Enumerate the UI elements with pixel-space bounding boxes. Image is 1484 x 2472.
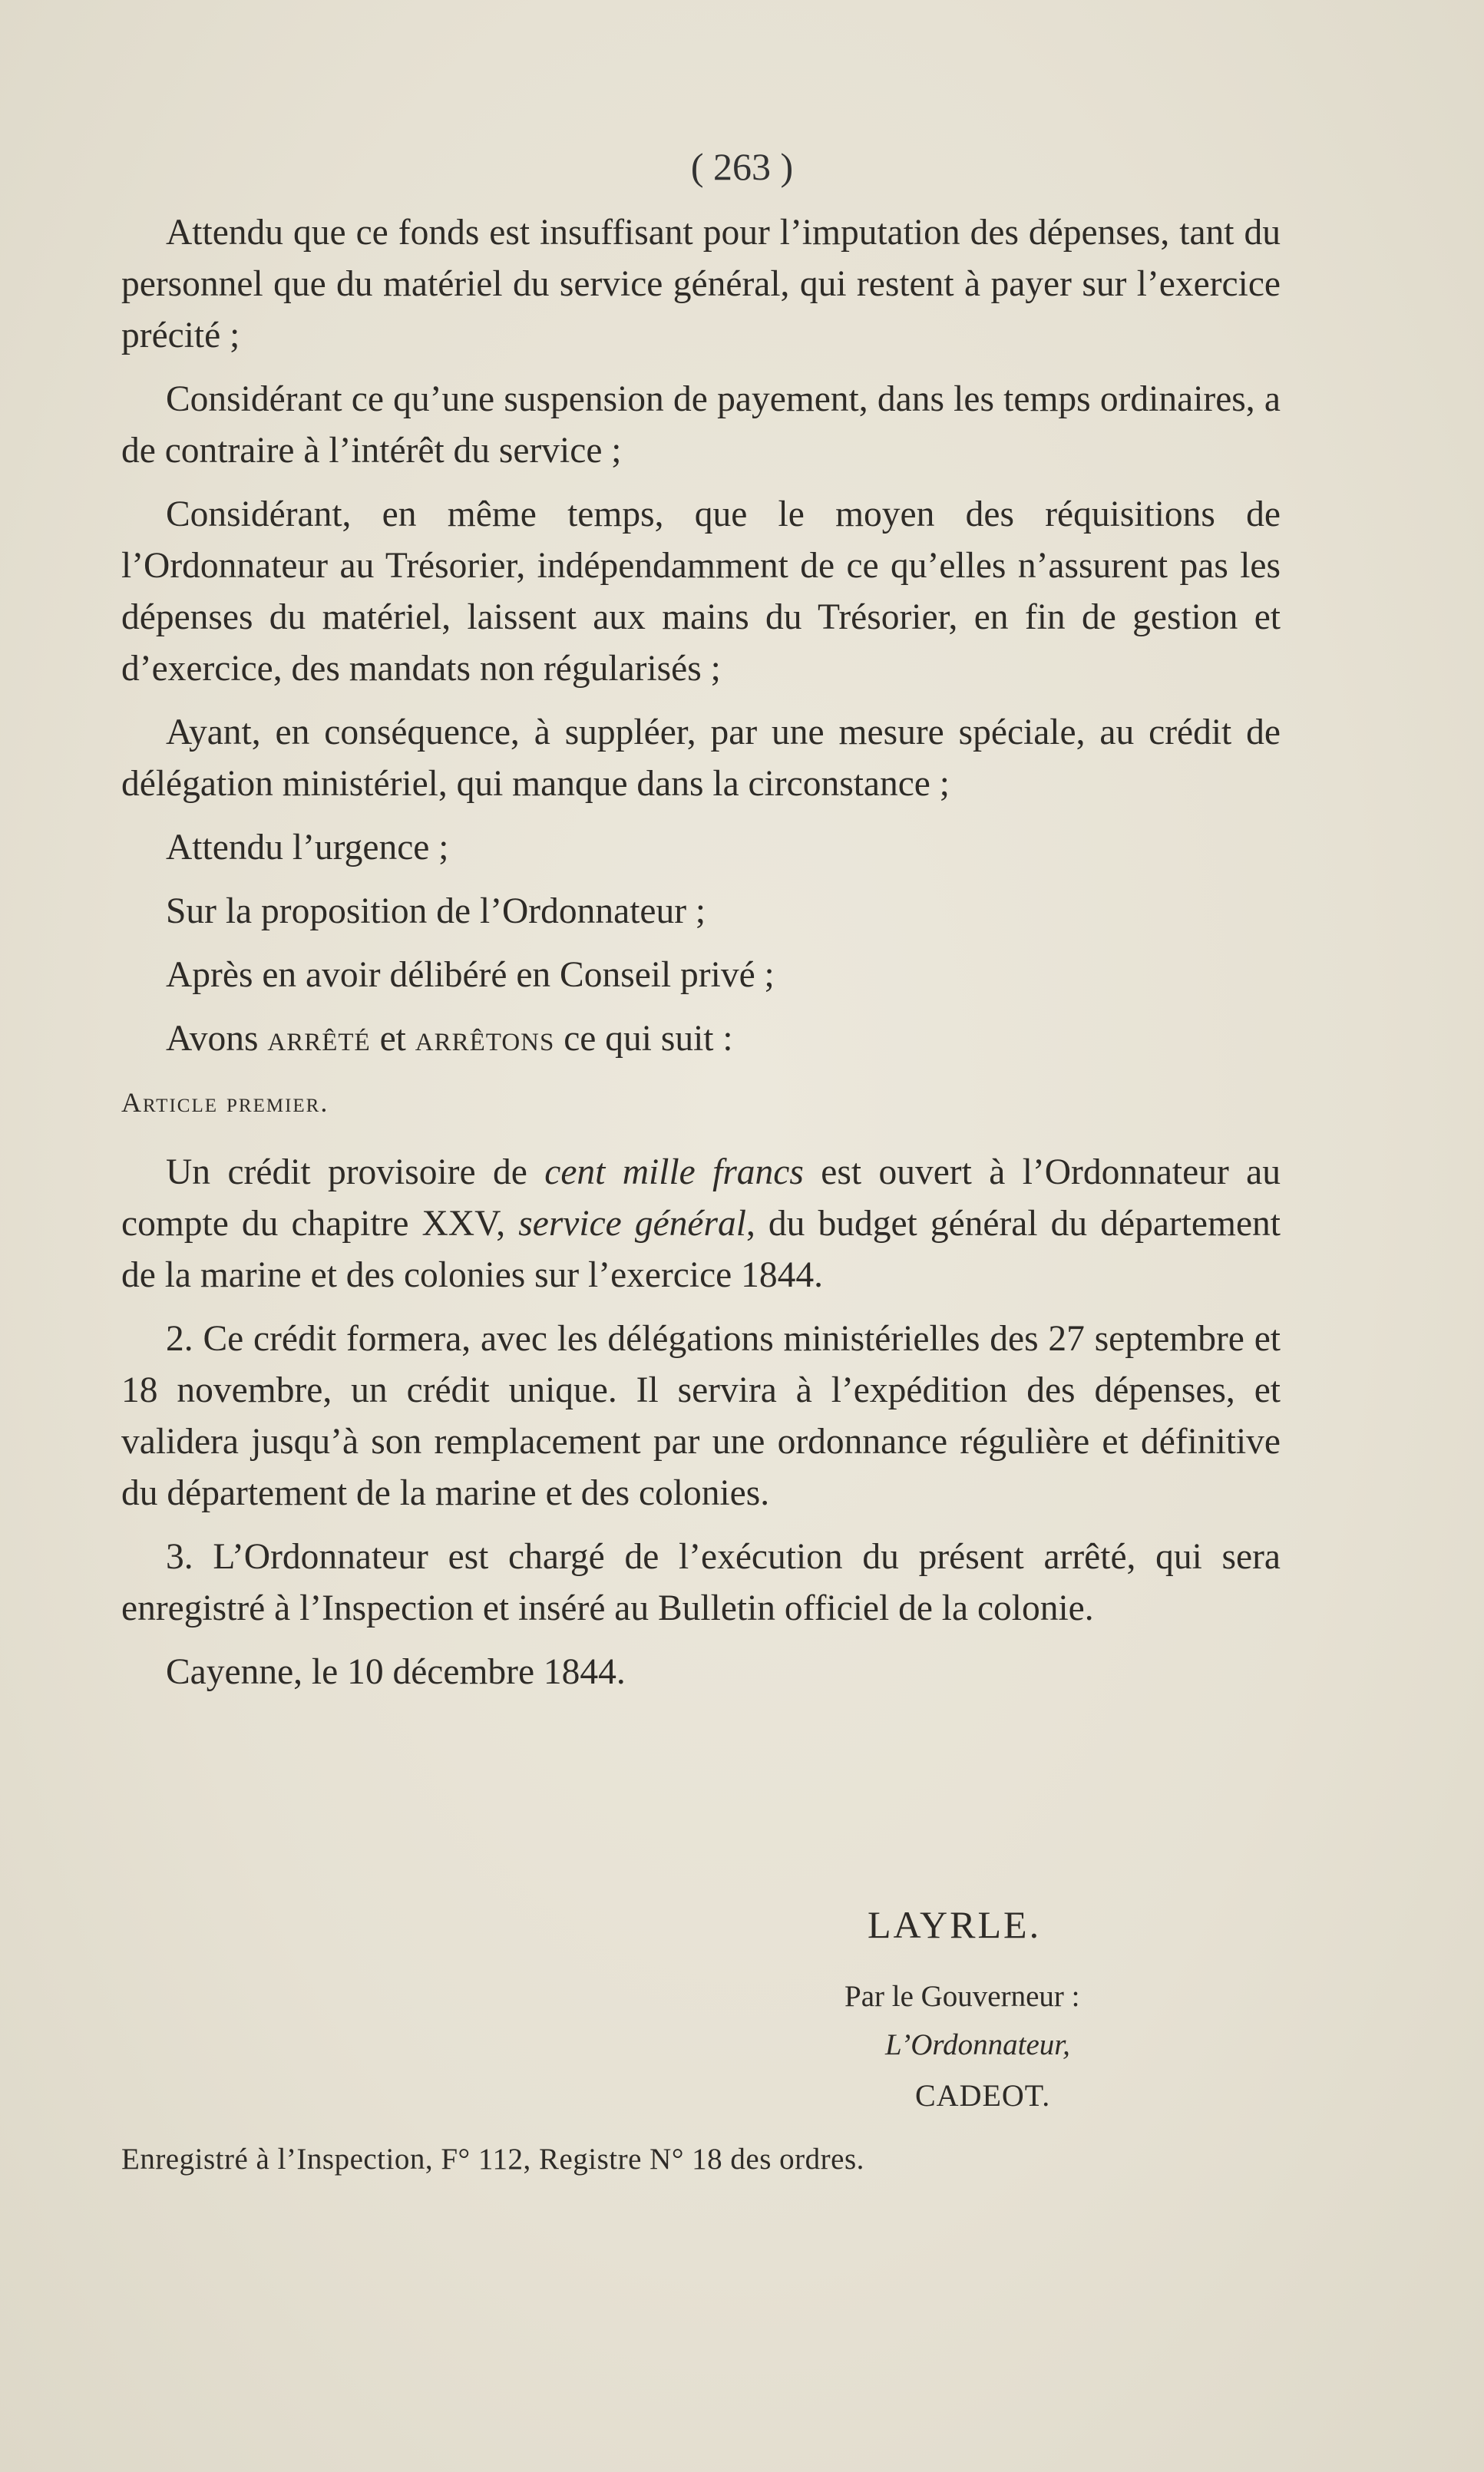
article-1 <box>121 1147 1281 1301</box>
decree-suffix: ce qui suit : <box>564 1019 733 1059</box>
paragraph-4: Ayant, en conséquence, à suppléer, par une mesure spéciale, au crédit de délégation ministériel, qui manque dans la circonstance ; <box>121 712 1281 804</box>
article-3: 3. L’Ordonnateur est chargé de l’exécution du présent arrêté, qui sera enregistré à l’Inspection et inséré au Bulletin officiel de la colonie. <box>121 1537 1281 1628</box>
paragraph-6: Sur la proposition de l’Ordonnateur ; <box>166 891 706 931</box>
article-1-start: Un crédit provisoire de <box>166 1152 527 1192</box>
article-1-service: service général <box>518 1204 746 1244</box>
signature-by-line: Par le Gouverneur : <box>844 1980 1080 2013</box>
ordonnateur-signature: CADEOT. <box>915 2078 1051 2113</box>
article-2: 2. Ce crédit formera, avec les délégations ministérielles des 27 septembre et 18 novembre, un crédit unique. Il servira à l’expédition des dépenses, et validera jusqu’à son remplacement par une ordonnance régulière et définitive du département de la marine et des colonies. <box>121 1319 1281 1513</box>
page-number: ( 263 ) <box>690 145 794 188</box>
paragraph-2: Considérant ce qu’une suspension de payement, dans les temps ordinaires, a de contraire à l’intérêt du service ; <box>121 379 1281 471</box>
paragraph-5: Attendu l’urgence ; <box>166 828 449 868</box>
decree-text <box>121 207 1281 1710</box>
article-heading: Article premier. <box>121 1087 329 1118</box>
decree-prefix: Avons <box>166 1019 259 1059</box>
paragraph-3: Considérant, en même temps, que le moyen des réquisitions de l’Ordonnateur au Trésorier, indépendamment de ce qu’elles n’assurent pas les dépenses du matériel, laissent aux mains du Trésorier, en fin de gestion et d’exercice, des mandats non régularisés ; <box>121 494 1281 689</box>
governor-signature: LAYRLE. <box>868 1903 1042 1946</box>
registry-line: Enregistré à l’Inspection, F° 112, Registre N° 18 des ordres. <box>121 2143 864 2176</box>
decree-word-1: arrêté <box>267 1019 371 1059</box>
decree-word-2: arrêtons <box>415 1019 555 1059</box>
article-1-end: , du budget général du département de la marine et des colonies sur l’exercice 1844. <box>121 1204 1281 1295</box>
ordonnateur-title: L’Ordonnateur, <box>885 2028 1070 2061</box>
date-line: Cayenne, le 10 décembre 1844. <box>166 1652 626 1692</box>
paragraph-1: Attendu que ce fonds est insuffisant pour l’imputation des dépenses, tant du personnel que du matériel du service général, qui restent à payer sur l’exercice précité ; <box>121 213 1281 355</box>
article-1-amount: cent mille francs <box>544 1152 804 1192</box>
article-1-middle: est ouvert à l’Ordonnateur au compte du chapitre XXV, <box>121 1152 1281 1244</box>
decree-line <box>121 1013 1281 1065</box>
paragraph-7: Après en avoir délibéré en Conseil privé ; <box>166 955 775 995</box>
decree-middle: et <box>379 1019 406 1059</box>
